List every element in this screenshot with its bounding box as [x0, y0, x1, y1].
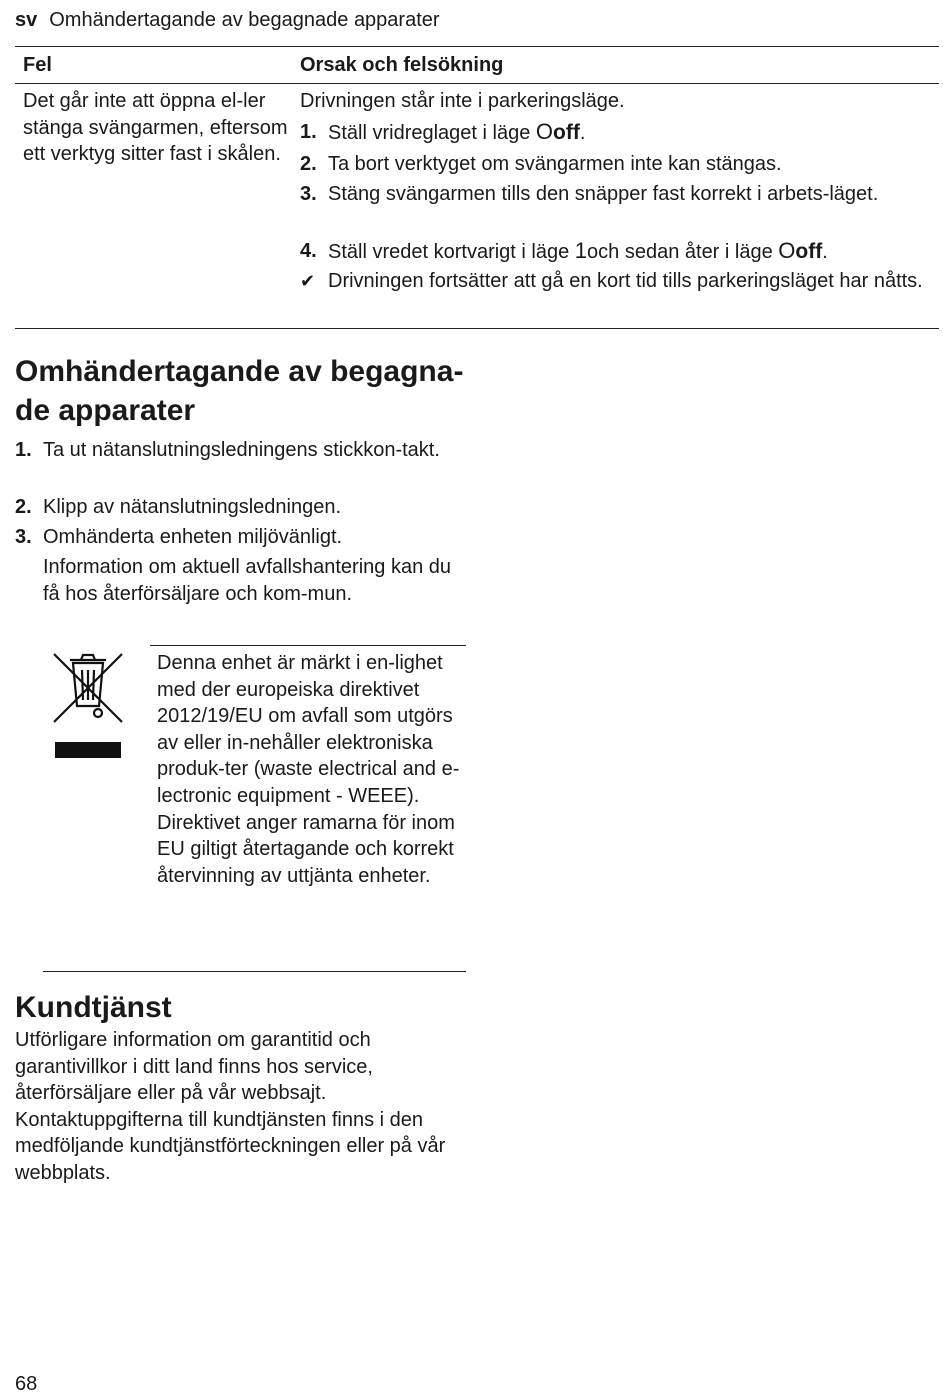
fix-step-3 [300, 181, 930, 208]
step-text: Klipp av nätanslutningsledningen. [43, 496, 341, 518]
weee-crossed-bin-icon [50, 650, 126, 726]
cause-intro: Drivningen står inte i parkeringsläge. [300, 90, 625, 112]
result-text: Drivningen fortsätter att gå en kort tid tills parkeringsläget har nåtts. [328, 270, 923, 292]
disposal-step-1 [15, 437, 465, 464]
off-label: off [553, 121, 580, 144]
weee-paragraph-2: Direktivet anger ramarna för inom EU giltigt återtagande och korrekt återvinning av uttjänta enheter. [157, 811, 455, 887]
step-text: Stäng svängarmen tills den snäpper fast korrekt i arbets-läget. [328, 183, 879, 205]
fix-step-2 [300, 151, 930, 178]
fix-step-4 [300, 238, 930, 266]
step-text: Ta ut nätanslutningsledningens stickkon-takt. [43, 439, 440, 461]
step-number: 3. [300, 183, 317, 205]
disposal-step-2 [15, 494, 465, 521]
off-symbol-icon: O [535, 119, 554, 144]
fault-description: Det går inte att öppna el-ler stänga svängarmen, eftersom ett verktyg sitter fast i skålen. [23, 90, 288, 165]
step-number: 3. [15, 526, 32, 548]
page-number: 68 [15, 1373, 38, 1395]
section-heading-service: Kundtjänst [15, 991, 172, 1024]
table-bottom-rule [15, 328, 939, 329]
weee-paragraph-1: Denna enhet är märkt i en-lighet med der europeiska direktivet 2012/19/EU om avfall som utgörs av eller in-nehåller elektroniska produk-ter (waste electrical and e-lectronic equipment - WEEE). [157, 652, 460, 807]
weee-black-bar [55, 742, 121, 758]
weee-box-bottom-rule [43, 971, 466, 972]
page-header [15, 9, 440, 32]
column-header-fel: Fel [23, 54, 52, 76]
off-label: off [795, 240, 823, 263]
service-text: Utförligare information om garantitid och garantivillkor i ditt land finns hos service, återförsäljare eller på vår webbsajt. Kontaktuppgifterna till kundtjänsten finns i den medföljande kundtjänstförteckningen eller på vår webbplats. [15, 1029, 446, 1184]
section-heading-disposal: Omhändertagande av begagna-de apparater [15, 355, 464, 427]
fix-result [300, 268, 930, 295]
on-symbol-icon: 1 [574, 238, 588, 263]
step-end: . [579, 122, 586, 144]
step-number: 1. [300, 121, 317, 143]
off-symbol-icon: O [778, 238, 796, 263]
step-number: 2. [300, 153, 317, 175]
weee-box-top-rule [150, 645, 466, 646]
weee-text [157, 650, 462, 889]
disposal-info: Information om aktuell avfallshantering kan du få hos återförsäljare och kom-mun. [43, 556, 452, 605]
fix-step-1 [300, 119, 930, 147]
disposal-step-3 [15, 524, 465, 551]
step-text: Ta bort verktyget om svängarmen inte kan stängas. [328, 153, 782, 175]
header-title: Omhändertagande av begagnade apparater [49, 9, 440, 31]
table-top-rule [15, 46, 939, 47]
step-text: Omhänderta enheten miljövänligt. [43, 526, 343, 548]
step-number: 2. [15, 496, 32, 518]
step-end: . [822, 241, 828, 263]
step-text-cont: och sedan åter i läge [587, 241, 779, 263]
column-header-orsak: Orsak och felsökning [300, 54, 504, 76]
table-header-rule [15, 83, 939, 84]
step-text: Ställ vredet kortvarigt i läge [328, 241, 575, 263]
step-number: 1. [15, 439, 32, 461]
step-number: 4. [300, 240, 317, 262]
language-code: sv [15, 9, 38, 31]
checkmark-icon: ✔ [300, 271, 316, 291]
step-text: Ställ vridreglaget i läge [328, 122, 536, 144]
